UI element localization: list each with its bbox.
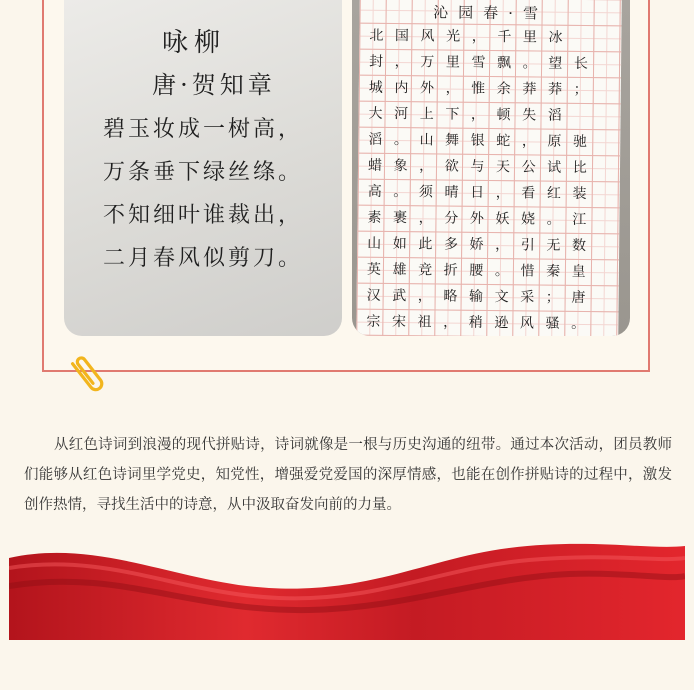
poem-photo <box>64 0 342 336</box>
article-paragraph: 从红色诗词到浪漫的现代拼贴诗，诗词就像是一根与历史沟通的纽带。通过本次活动，团员教师们能够从红色诗词里学党史，知党性，增强爱党爱国的深厚情感，也能在创作拼贴诗的过程中，激发创作热情，寻找生活中的诗意，从中汲取奋发向前的力量。 <box>24 437 672 513</box>
calligraphy-body: 北国风光，千里冰封，万里雪飘。望长城内外，惟余莽莽；大河上下，顿失滔滔。山舞银蛇，原驰蜡象，欲与天公试比高。须晴日，看红装素裹，分外妖娆。江山如此多娇，引无数英雄竞折腰。惜秦皇汉武，略输文采；唐宗宋祖，稍逊风骚。 <box>366 27 600 333</box>
poem-line: 碧玉妆成一树高， <box>102 117 303 142</box>
calligraphy-photo <box>352 0 630 336</box>
poem-author: 唐·贺知章 <box>152 71 276 99</box>
paperclip-icon <box>66 350 112 400</box>
handwritten-poem <box>64 22 342 272</box>
poem-line: 二月春风似剪刀。 <box>102 246 303 271</box>
red-ribbon-decoration <box>9 528 685 640</box>
calligraphy-title: 沁园春·雪 <box>433 3 549 23</box>
poem-line: 不知细叶谁裁出， <box>102 203 303 228</box>
poem-title: 咏柳 <box>161 28 226 58</box>
grid-paper <box>356 0 622 336</box>
poem-line: 万条垂下绿丝绦。 <box>102 160 303 185</box>
